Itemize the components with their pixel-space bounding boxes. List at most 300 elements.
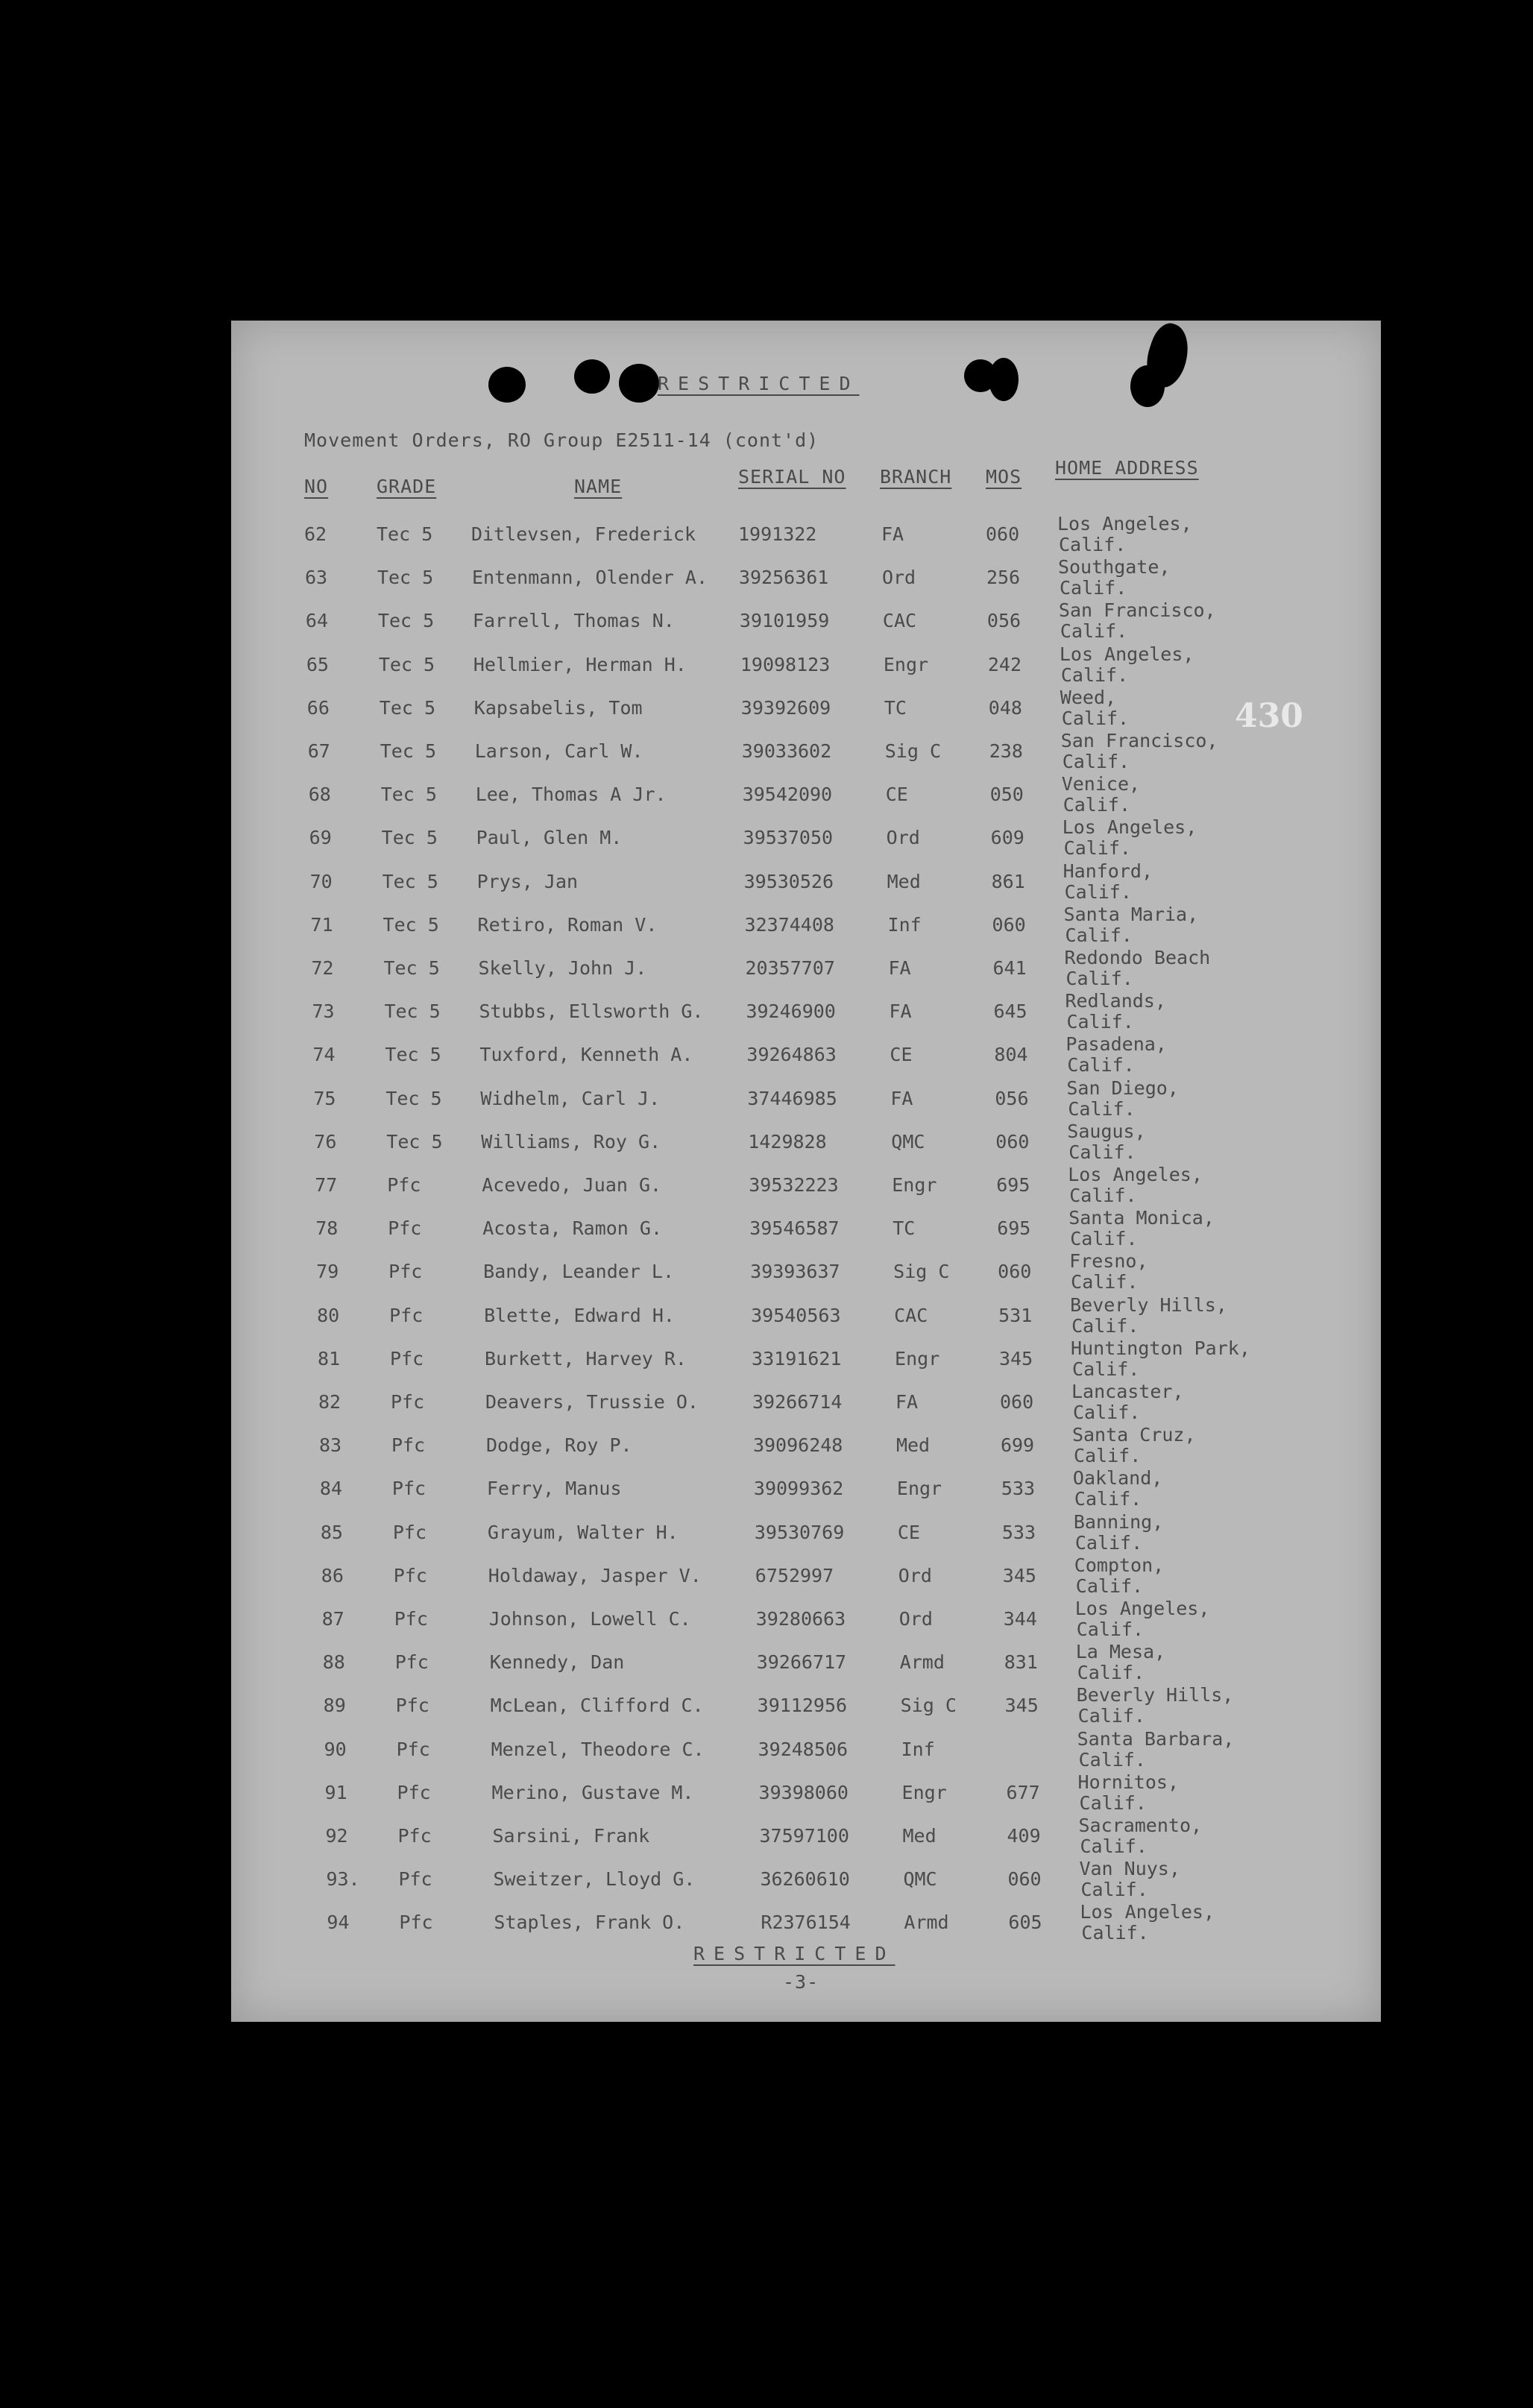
row-no: 82 <box>318 1391 341 1413</box>
row-no: 70 <box>309 870 333 892</box>
row-branch: CE <box>890 1044 913 1066</box>
row-no: 68 <box>308 784 331 806</box>
row-no: 64 <box>305 610 328 632</box>
table-row <box>231 947 1381 1000</box>
row-grade: Pfc <box>394 1651 429 1674</box>
row-serial: 39096248 <box>752 1434 843 1457</box>
row-address-state: Calif. <box>1062 751 1130 772</box>
table-row <box>231 1815 1381 1868</box>
row-address-city: Redlands, <box>1065 990 1166 1012</box>
table-row <box>231 990 1381 1044</box>
row-no: 84 <box>319 1478 342 1500</box>
row-no: 78 <box>315 1217 339 1240</box>
row-address-state: Calif. <box>1061 707 1130 729</box>
row-branch: QMC <box>903 1868 937 1891</box>
row-serial: 39033602 <box>741 740 832 762</box>
row-serial: 39542090 <box>742 784 833 806</box>
column-header-serial: SERIAL NO <box>738 466 846 488</box>
row-mos: 699 <box>1000 1434 1035 1457</box>
row-mos: 695 <box>996 1174 1030 1196</box>
row-branch: Engr <box>896 1478 942 1500</box>
punch-hole <box>989 358 1019 401</box>
row-address-city: San Diego, <box>1066 1077 1179 1099</box>
row-name: Johnson, Lowell C. <box>488 1608 691 1630</box>
row-mos: 804 <box>994 1044 1028 1066</box>
row-grade: Tec 5 <box>377 567 434 589</box>
row-serial: 32374408 <box>744 913 834 936</box>
row-address-city: Santa Maria, <box>1063 903 1199 925</box>
row-address-state: Calif. <box>1065 924 1133 946</box>
row-branch: CAC <box>882 610 917 632</box>
row-name: Kennedy, Dan <box>489 1651 625 1674</box>
row-no: 88 <box>322 1651 345 1674</box>
row-branch: Ord <box>898 1564 932 1586</box>
row-no: 72 <box>311 957 334 979</box>
row-no: 89 <box>323 1695 346 1717</box>
row-address-state: Calif. <box>1071 1314 1139 1337</box>
table-row <box>231 513 1381 567</box>
row-branch: TC <box>893 1217 916 1240</box>
row-no: 83 <box>318 1434 342 1457</box>
archive-stamp-number: 430 <box>1235 697 1303 735</box>
row-serial: 39256361 <box>738 567 829 589</box>
row-address-state: Calif. <box>1068 1097 1136 1120</box>
row-branch: CE <box>885 784 908 806</box>
row-name: Sarsini, Frank <box>492 1825 650 1847</box>
row-no: 71 <box>310 913 333 936</box>
table-row <box>231 1727 1381 1782</box>
row-branch: QMC <box>891 1130 925 1153</box>
table-row <box>231 860 1381 914</box>
row-address-state: Calif. <box>1064 880 1132 903</box>
row-address-state: Calif. <box>1060 664 1129 686</box>
row-address-state: Calif. <box>1072 1358 1140 1380</box>
row-serial: 39248506 <box>758 1738 849 1760</box>
row-address-city: Fresno, <box>1069 1250 1148 1273</box>
row-name: Grayum, Walter H. <box>487 1521 679 1543</box>
row-name: Blette, Edward H. <box>484 1304 675 1326</box>
row-name: Acosta, Ramon G. <box>482 1217 663 1240</box>
row-serial: 39266714 <box>752 1391 843 1413</box>
row-serial: 39532223 <box>749 1174 839 1196</box>
row-serial: 39112956 <box>757 1695 848 1717</box>
row-name: Prys, Jan <box>476 870 579 892</box>
table-row <box>231 643 1381 697</box>
row-grade: Tec 5 <box>383 957 440 979</box>
row-no: 80 <box>317 1304 340 1326</box>
row-no: 93. <box>326 1868 360 1891</box>
table-row <box>231 1467 1381 1521</box>
row-grade: Tec 5 <box>380 740 437 762</box>
row-serial: 39537050 <box>743 827 834 849</box>
row-address-state: Calif. <box>1076 1619 1145 1640</box>
row-address-state: Calif. <box>1080 1879 1148 1901</box>
row-branch: Sig C <box>893 1261 950 1283</box>
row-no: 73 <box>312 1000 335 1023</box>
row-grade: Tec 5 <box>379 696 436 719</box>
row-address-city: Santa Cruz, <box>1071 1424 1196 1446</box>
row-address-state: Calif. <box>1077 1705 1145 1727</box>
row-grade: Tec 5 <box>378 653 435 675</box>
row-mos: 345 <box>1004 1695 1039 1717</box>
row-grade: Pfc <box>396 1738 430 1760</box>
table-row <box>231 1510 1381 1565</box>
row-mos: 533 <box>1001 1478 1036 1500</box>
row-grade: Pfc <box>387 1174 421 1196</box>
column-header-address: HOME ADDRESS <box>1055 457 1199 479</box>
row-mos: 256 <box>986 567 1021 589</box>
row-grade: Pfc <box>390 1347 424 1370</box>
row-serial: 39280663 <box>755 1608 846 1630</box>
row-address-city: Los Angeles, <box>1059 643 1194 665</box>
row-grade: Pfc <box>395 1695 429 1717</box>
row-name: Lee, Thomas A Jr. <box>475 784 667 806</box>
row-serial: 39266717 <box>756 1651 847 1674</box>
row-mos: 060 <box>986 523 1020 545</box>
row-serial: 39246900 <box>746 1000 836 1023</box>
row-mos: 060 <box>998 1261 1032 1283</box>
row-address-city: Santa Monica, <box>1068 1207 1215 1229</box>
row-grade: Pfc <box>393 1564 427 1586</box>
row-mos: 050 <box>989 784 1024 806</box>
row-name: Hellmier, Herman H. <box>473 653 687 675</box>
row-branch: Engr <box>901 1781 947 1803</box>
row-mos: 645 <box>993 1000 1027 1023</box>
row-address-city: Van Nuys, <box>1079 1858 1180 1880</box>
row-address-city: Lancaster, <box>1071 1381 1184 1402</box>
punch-hole <box>619 364 659 403</box>
row-no: 90 <box>324 1738 347 1760</box>
row-grade: Tec 5 <box>385 1044 441 1066</box>
row-mos: 831 <box>1004 1651 1038 1674</box>
row-no: 94 <box>327 1911 350 1934</box>
row-serial: 37446985 <box>747 1087 837 1109</box>
row-no: 77 <box>315 1174 338 1196</box>
row-no: 66 <box>306 696 330 719</box>
row-branch: Armd <box>904 1911 949 1934</box>
row-branch: Med <box>887 870 921 892</box>
row-serial: R2376154 <box>761 1911 851 1934</box>
row-grade: Pfc <box>391 1391 425 1413</box>
row-serial: 33191621 <box>752 1347 842 1370</box>
row-address-city: Los Angeles, <box>1074 1598 1210 1619</box>
row-address-city: Los Angeles, <box>1057 513 1192 535</box>
row-address-state: Calif. <box>1079 1791 1147 1814</box>
row-branch: FA <box>888 957 911 979</box>
torn-corner <box>1130 365 1165 407</box>
row-branch: Engr <box>883 653 929 675</box>
row-address-state: Calif. <box>1074 1531 1143 1554</box>
row-grade: Pfc <box>399 1911 433 1934</box>
row-serial: 39392609 <box>740 696 831 719</box>
row-no: 92 <box>325 1825 348 1847</box>
row-address-city: Saugus, <box>1067 1120 1146 1142</box>
row-serial: 39540563 <box>751 1304 841 1326</box>
row-address-city: San Francisco, <box>1058 599 1216 622</box>
row-mos: 056 <box>995 1087 1029 1109</box>
punch-hole <box>488 367 526 403</box>
row-name: Dodge, Roy P. <box>485 1434 632 1457</box>
row-address-state: Calif. <box>1068 1141 1136 1163</box>
row-name: Acevedo, Juan G. <box>482 1174 662 1196</box>
row-name: McLean, Clifford C. <box>490 1695 704 1717</box>
row-grade: Pfc <box>389 1304 424 1326</box>
row-serial: 39530526 <box>743 870 834 892</box>
row-address-city: San Francisco, <box>1060 730 1218 751</box>
row-address-city: Huntington Park, <box>1071 1337 1250 1359</box>
row-mos: 695 <box>997 1217 1031 1240</box>
row-no: 79 <box>316 1261 339 1283</box>
row-no: 65 <box>306 653 329 675</box>
row-branch: Med <box>895 1434 931 1457</box>
row-grade: Pfc <box>392 1521 426 1543</box>
row-serial: 39530769 <box>754 1521 845 1543</box>
row-name: Menzel, Theodore C. <box>491 1738 705 1760</box>
row-mos: 238 <box>989 740 1023 762</box>
row-address-city: Beverly Hills, <box>1070 1293 1227 1316</box>
row-grade: Pfc <box>394 1608 428 1630</box>
row-address-state: Calif. <box>1059 534 1127 555</box>
row-branch: Ord <box>886 827 920 849</box>
row-name: Deavers, Trussie O. <box>485 1391 699 1413</box>
row-grade: Tec 5 <box>377 523 433 545</box>
row-address-city: Hornitos, <box>1077 1771 1180 1793</box>
row-grade: Pfc <box>398 1868 432 1891</box>
row-serial: 39546587 <box>749 1217 840 1240</box>
row-serial: 37597100 <box>759 1825 849 1847</box>
table-row <box>231 1077 1381 1131</box>
row-no: 75 <box>313 1087 336 1109</box>
row-grade: Tec 5 <box>386 1130 443 1153</box>
row-branch: Sig C <box>884 740 942 762</box>
column-header-mos: MOS <box>986 466 1022 488</box>
row-grade: Pfc <box>388 1261 423 1283</box>
table-row <box>231 599 1381 653</box>
restricted-header: RESTRICTED <box>658 373 860 394</box>
row-no: 69 <box>309 827 332 849</box>
row-address-city: Pasadena, <box>1065 1033 1167 1056</box>
document-page <box>231 321 1381 2022</box>
row-no: 91 <box>324 1781 347 1803</box>
row-no: 86 <box>321 1564 344 1586</box>
row-name: Ferry, Manus <box>486 1478 622 1500</box>
row-branch: Inf <box>901 1738 935 1760</box>
row-branch: CAC <box>894 1304 928 1326</box>
row-name: Larson, Carl W. <box>474 740 643 762</box>
row-address-state: Calif. <box>1080 1835 1148 1857</box>
row-mos: 533 <box>1001 1521 1036 1543</box>
row-address-city: Redondo Beach <box>1064 947 1211 968</box>
row-serial: 36260610 <box>760 1868 850 1891</box>
row-name: Entenmann, Olender A. <box>471 567 708 589</box>
row-branch: Sig C <box>900 1695 957 1717</box>
row-mos: 060 <box>992 913 1026 936</box>
row-address-city: Oakland, <box>1072 1467 1163 1490</box>
row-address-state: Calif. <box>1060 620 1128 643</box>
row-mos: 060 <box>1007 1868 1042 1891</box>
row-no: 81 <box>318 1347 341 1370</box>
row-address-state: Calif. <box>1063 794 1130 816</box>
row-address-state: Calif. <box>1066 1011 1134 1033</box>
row-branch: Engr <box>892 1174 937 1196</box>
row-no: 74 <box>312 1044 336 1066</box>
row-serial: 39398060 <box>758 1781 849 1803</box>
column-header-branch: BRANCH <box>880 466 952 488</box>
row-branch: Ord <box>898 1608 933 1630</box>
row-branch: Armd <box>899 1651 945 1674</box>
row-serial: 1429828 <box>748 1130 827 1153</box>
row-name: Widhelm, Carl J. <box>480 1087 661 1109</box>
table-row <box>231 773 1381 827</box>
row-address-city: Compton, <box>1074 1554 1165 1576</box>
row-address-city: Venice, <box>1061 773 1141 795</box>
row-mos: 861 <box>991 870 1025 892</box>
row-address-city: Southgate, <box>1057 556 1171 579</box>
row-address-state: Calif. <box>1065 968 1133 989</box>
table-row <box>231 730 1381 784</box>
row-address-state: Calif. <box>1075 1575 1144 1597</box>
row-name: Sweitzer, Lloyd G. <box>493 1868 696 1891</box>
row-address-state: Calif. <box>1069 1185 1137 1206</box>
row-name: Merino, Gustave M. <box>491 1781 694 1803</box>
row-grade: Tec 5 <box>377 610 435 632</box>
punch-hole <box>574 359 610 394</box>
row-name: Kapsabelis, Tom <box>473 696 643 719</box>
row-branch: Inf <box>887 913 922 936</box>
table-row <box>231 1033 1381 1087</box>
row-name: Burkett, Harvey R. <box>485 1347 687 1370</box>
column-header-name: NAME <box>574 476 623 497</box>
column-header-grade: GRADE <box>377 476 437 497</box>
row-name: Tuxford, Kenneth A. <box>479 1044 693 1066</box>
row-serial: 39101959 <box>739 610 830 632</box>
row-grade: Tec 5 <box>381 827 438 849</box>
row-no: 76 <box>314 1130 337 1153</box>
row-branch: Engr <box>895 1347 940 1370</box>
row-name: Ditlevsen, Frederick <box>471 523 696 545</box>
table-row <box>231 1381 1381 1434</box>
document-subtitle: Movement Orders, RO Group E2511-14 (cont'd) <box>304 429 819 451</box>
column-header-no: NO <box>304 476 329 497</box>
row-address-state: Calif. <box>1077 1662 1145 1684</box>
row-branch: FA <box>881 523 904 545</box>
row-grade: Pfc <box>397 1781 431 1803</box>
table-row <box>231 1120 1381 1174</box>
row-mos: 409 <box>1007 1825 1041 1847</box>
row-grade: Pfc <box>388 1217 422 1240</box>
row-mos: 242 <box>987 653 1022 675</box>
row-name: Staples, Frank O. <box>494 1911 685 1934</box>
row-grade: Pfc <box>397 1825 432 1847</box>
row-address-state: Calif. <box>1059 577 1127 599</box>
row-mos: 531 <box>998 1304 1033 1326</box>
row-no: 67 <box>307 740 330 762</box>
row-branch: Med <box>902 1825 937 1847</box>
row-grade: Tec 5 <box>384 1000 441 1023</box>
row-mos: 677 <box>1006 1781 1040 1803</box>
row-mos: 345 <box>1002 1564 1036 1586</box>
row-mos: 060 <box>1000 1391 1034 1413</box>
table-row <box>231 816 1381 870</box>
row-grade: Pfc <box>391 1434 426 1457</box>
table-row <box>231 1598 1381 1651</box>
row-branch: FA <box>895 1391 919 1413</box>
row-address-city: Los Angeles, <box>1068 1164 1203 1185</box>
row-name: Paul, Glen M. <box>476 827 623 849</box>
row-mos: 056 <box>986 610 1022 632</box>
row-name: Williams, Roy G. <box>481 1130 661 1153</box>
row-name: Retiro, Roman V. <box>477 913 658 936</box>
row-mos: 344 <box>1003 1608 1037 1630</box>
row-branch: Ord <box>881 567 916 589</box>
table-row <box>231 1337 1381 1391</box>
table-row <box>231 1771 1381 1825</box>
row-no: 63 <box>304 567 328 589</box>
row-mos: 641 <box>992 957 1027 979</box>
row-address-city: Santa Barbara, <box>1077 1727 1235 1750</box>
row-address-state: Calif. <box>1073 1445 1142 1467</box>
row-branch: TC <box>884 696 907 719</box>
row-name: Holdaway, Jasper V. <box>488 1564 702 1586</box>
row-address-city: La Mesa, <box>1075 1641 1166 1663</box>
row-address-state: Calif. <box>1073 1402 1141 1423</box>
row-address-state: Calif. <box>1067 1054 1135 1077</box>
row-mos: 605 <box>1008 1911 1042 1934</box>
row-serial: 39393637 <box>750 1261 840 1283</box>
row-branch: CE <box>897 1521 920 1543</box>
row-address-city: Weed, <box>1060 686 1117 708</box>
row-serial: 6752997 <box>755 1564 834 1586</box>
row-mos: 609 <box>990 827 1024 849</box>
row-mos: 060 <box>995 1130 1030 1153</box>
row-mos: 048 <box>988 696 1022 719</box>
row-serial: 19098123 <box>740 653 831 675</box>
row-address-city: Beverly Hills, <box>1076 1684 1234 1706</box>
row-grade: Tec 5 <box>385 1087 442 1109</box>
row-mos: 345 <box>999 1347 1033 1370</box>
row-address-city: Los Angeles, <box>1080 1901 1215 1923</box>
row-address-state: Calif. <box>1070 1228 1138 1250</box>
row-address-state: Calif. <box>1081 1922 1149 1944</box>
table-row <box>231 1207 1381 1261</box>
page-number: -3- <box>783 1971 819 1993</box>
row-address-state: Calif. <box>1071 1271 1139 1293</box>
row-address-city: Hanford, <box>1063 860 1153 882</box>
row-grade: Pfc <box>391 1478 426 1500</box>
row-serial: 20357707 <box>745 957 835 979</box>
table-row <box>231 1424 1381 1478</box>
row-branch: FA <box>890 1087 913 1109</box>
restricted-footer: RESTRICTED <box>693 1943 895 1964</box>
row-serial: 39264863 <box>746 1044 837 1066</box>
row-name: Stubbs, Ellsworth G. <box>479 1000 704 1023</box>
row-serial: 39099362 <box>753 1478 844 1500</box>
row-grade: Tec 5 <box>383 913 439 936</box>
row-address-state: Calif. <box>1078 1748 1146 1771</box>
row-no: 62 <box>304 523 327 545</box>
row-address-city: Banning, <box>1073 1510 1164 1533</box>
row-grade: Tec 5 <box>382 870 438 892</box>
row-branch: FA <box>889 1000 912 1023</box>
row-name: Skelly, John J. <box>478 957 647 979</box>
row-address-state: Calif. <box>1074 1488 1142 1510</box>
row-address-state: Calif. <box>1063 837 1131 860</box>
row-serial: 1991322 <box>738 523 817 545</box>
row-address-city: Los Angeles, <box>1062 816 1197 839</box>
row-no: 85 <box>320 1521 343 1543</box>
row-no: 87 <box>321 1608 344 1630</box>
row-address-city: Sacramento, <box>1078 1815 1203 1836</box>
